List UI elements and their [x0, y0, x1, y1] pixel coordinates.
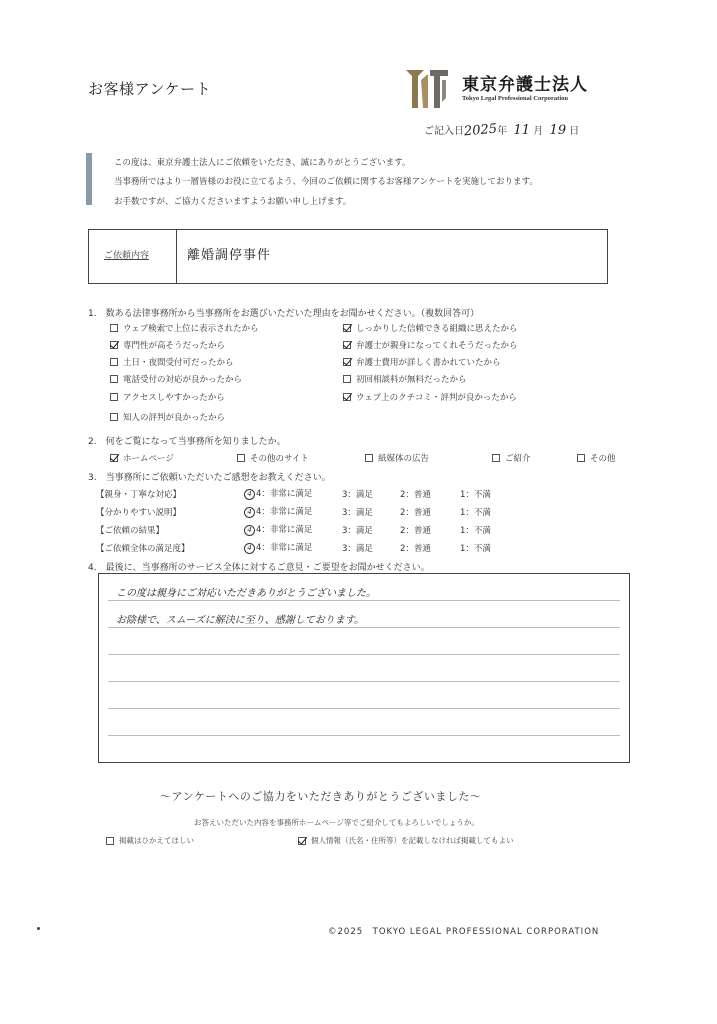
intro-accent-bar	[86, 153, 92, 205]
rating-option[interactable]: 3：満足	[342, 508, 373, 518]
rating-category: 【ご依頼全体の満足度】	[96, 544, 190, 554]
rating-option-selected[interactable]	[244, 505, 312, 518]
option-label: しっかりした信頼できる組織に思えたから	[356, 324, 518, 334]
request-label: ご依頼内容	[104, 251, 150, 261]
option-label: 個人情報（氏名・住所等）を記載しなければ掲載してもよい	[311, 836, 514, 845]
rating-label: 4：非常に満足	[256, 507, 313, 517]
option-label: ウェブ検索で上位に表示されたから	[123, 324, 259, 334]
q1-option[interactable]	[110, 373, 242, 385]
checkbox-checked[interactable]	[110, 454, 118, 462]
checkbox[interactable]	[110, 375, 118, 383]
q1-option[interactable]	[110, 391, 225, 403]
option-label: 土日・夜間受付可だったから	[123, 358, 234, 368]
rating-option[interactable]: 1：不満	[460, 544, 491, 554]
comment-rule	[108, 600, 620, 601]
date-year: 2025	[463, 121, 498, 140]
checkbox[interactable]	[110, 393, 118, 401]
option-label: 掲載はひかえてほしい	[119, 836, 194, 845]
request-box	[88, 229, 608, 284]
date-month: 11	[513, 123, 530, 138]
rating-option-selected[interactable]	[244, 541, 312, 554]
checkbox[interactable]	[237, 454, 245, 462]
intro-line: この度は、東京弁護士法人にご依頼をいただき、誠にありがとうございます。	[114, 158, 411, 168]
q1-option[interactable]	[343, 339, 518, 351]
checkbox[interactable]	[110, 413, 118, 421]
option-label: その他	[590, 454, 616, 464]
question-2: 2. 何をご覧になって当事務所を知りましたか。	[88, 437, 286, 447]
consent-option[interactable]	[298, 835, 514, 846]
rating-option[interactable]: 2：普通	[400, 508, 431, 518]
rating-label: 4：非常に満足	[256, 543, 313, 553]
option-label: 専門性が高そうだったから	[123, 341, 226, 351]
rating-option[interactable]: 1：不満	[460, 526, 491, 536]
option-label: 弁護士費用が詳しく書かれていたから	[356, 358, 501, 368]
option-label: 電話受付の対応が良かったから	[123, 375, 243, 385]
consent-question: お答えいただいた内容を事務所ホームページ等でご紹介してもよろしいでしょうか。	[194, 818, 479, 827]
checkbox-checked[interactable]	[343, 324, 351, 332]
firm-logo-icon	[404, 68, 450, 110]
q2-option[interactable]	[577, 452, 616, 464]
checkbox[interactable]	[106, 837, 114, 845]
circled-mark: 4	[244, 507, 255, 518]
option-label: 初回相談料が無料だったから	[356, 375, 467, 385]
checkbox-checked[interactable]	[110, 341, 118, 349]
circled-mark: 4	[244, 543, 255, 554]
comment-rule	[108, 708, 620, 709]
checkbox-checked[interactable]	[343, 341, 351, 349]
date-year-unit: 年	[497, 126, 508, 137]
q1-option[interactable]	[110, 339, 225, 351]
comment-rule	[108, 681, 620, 682]
option-label: ホームページ	[123, 454, 174, 464]
scan-dot	[37, 927, 40, 930]
q2-option[interactable]	[237, 452, 309, 464]
rating-category: 【親身・丁寧な対応】	[96, 490, 182, 500]
option-label: 知人の評判が良かったから	[123, 413, 226, 423]
circled-mark: 4	[244, 489, 255, 500]
rating-option[interactable]: 2：普通	[400, 544, 431, 554]
comment-rule	[108, 654, 620, 655]
entry-date	[424, 122, 579, 138]
q1-option[interactable]	[343, 391, 517, 403]
date-day: 19	[549, 123, 567, 138]
q1-option[interactable]	[343, 356, 501, 368]
option-label: 弁護士が親身になってくれそうだったから	[356, 341, 518, 351]
checkbox[interactable]	[577, 454, 585, 462]
request-divider	[176, 229, 177, 284]
comment-rule	[108, 627, 620, 628]
comment-text: この度は親身にご対応いただきありがとうございました。	[116, 588, 376, 599]
checkbox[interactable]	[343, 375, 351, 383]
q2-option[interactable]	[492, 452, 531, 464]
rating-option[interactable]: 2：普通	[400, 526, 431, 536]
rating-option[interactable]: 3：満足	[342, 544, 373, 554]
q1-option[interactable]	[343, 373, 467, 385]
rating-label: 4：非常に満足	[256, 525, 313, 535]
q1-option[interactable]	[110, 356, 234, 368]
request-value: 離婚調停事件	[187, 248, 272, 263]
rating-category: 【ご依頼の結果】	[96, 526, 165, 536]
q1-option[interactable]	[110, 322, 259, 334]
q2-option[interactable]	[110, 452, 174, 464]
rating-option[interactable]: 2：普通	[400, 490, 431, 500]
q1-option[interactable]	[110, 411, 225, 423]
checkbox[interactable]	[110, 358, 118, 366]
comment-rule	[108, 735, 620, 736]
circled-mark: 4	[244, 525, 255, 536]
document-title: お客様アンケート	[88, 80, 212, 98]
option-label: 紙媒体の広告	[378, 454, 430, 464]
date-month-unit: 月	[533, 126, 544, 137]
comment-text: お陰様で、スムーズに解決に至り、感謝しております。	[116, 615, 364, 626]
rating-label: 4：非常に満足	[256, 489, 313, 499]
consent-option[interactable]	[106, 835, 194, 846]
q2-option[interactable]	[365, 452, 429, 464]
copyright: ©2025 TOKYO LEGAL PROFESSIONAL CORPORATION	[328, 927, 600, 937]
intro-line: お手数ですが、ご協力くださいますようお願い申し上げます。	[114, 197, 352, 207]
date-label: ご記入日	[424, 126, 464, 137]
checkbox[interactable]	[492, 454, 500, 462]
date-day-unit: 日	[569, 126, 580, 137]
checkbox-checked[interactable]	[298, 837, 306, 845]
firm-name-english: Tokyo Legal Professional Corporation	[462, 95, 568, 102]
checkbox[interactable]	[365, 454, 373, 462]
rating-option[interactable]: 3：満足	[342, 490, 373, 500]
checkbox[interactable]	[110, 324, 118, 332]
firm-name: 東京弁護士法人	[462, 75, 588, 95]
q1-option[interactable]	[343, 322, 518, 334]
rating-option-selected[interactable]	[244, 523, 312, 536]
thanks-message: ～アンケートへのご協力をいただきありがとうございました～	[160, 790, 482, 803]
option-label: その他のサイト	[250, 454, 309, 464]
option-label: ウェブ上のクチコミ・評判が良かったから	[356, 393, 517, 403]
question-4: 4. 最後に、当事務所のサービス全体に対するご意見・ご要望をお聞かせください。	[88, 563, 430, 573]
option-label: アクセスしやすかったから	[123, 393, 225, 403]
question-1: 1. 数ある法律事務所から当事務所をお選びいただいた理由をお聞かせください。（複数回答可）	[88, 309, 480, 319]
rating-option-selected[interactable]	[244, 487, 312, 500]
rating-option[interactable]: 1：不満	[460, 508, 491, 518]
rating-option[interactable]: 1：不満	[460, 490, 491, 500]
rating-category: 【分かりやすい説明】	[96, 508, 182, 518]
option-label: ご紹介	[505, 454, 531, 464]
intro-line: 当事務所ではより一層皆様のお役に立てるよう、今回のご依頼に関するお客様アンケートを実施しております。	[114, 177, 538, 187]
rating-option[interactable]: 3：満足	[342, 526, 373, 536]
question-3: 3. 当事務所にご依頼いただいたご感想をお教えください。	[88, 473, 331, 483]
checkbox-checked[interactable]	[343, 393, 351, 401]
checkbox-checked[interactable]	[343, 358, 351, 366]
